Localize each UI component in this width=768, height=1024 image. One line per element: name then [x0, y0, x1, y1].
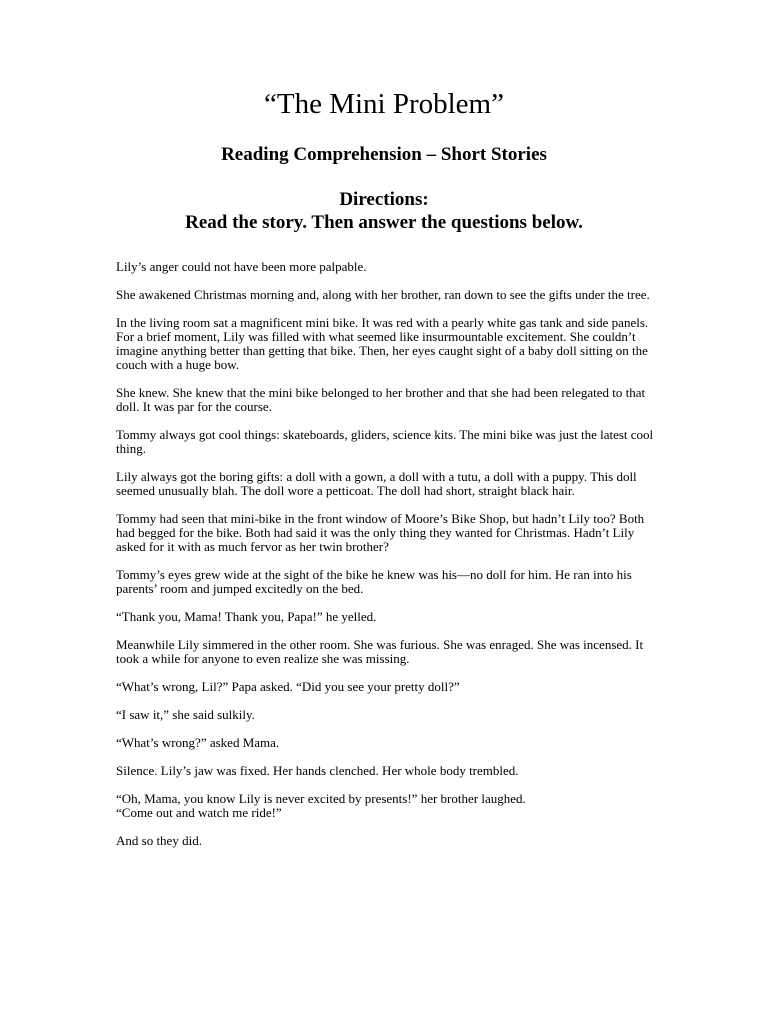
story-paragraph: Silence. Lily’s jaw was fixed. Her hands clenched. Her whole body trembled. [116, 763, 519, 778]
story-paragraph: Tommy’s eyes grew wide at the sight of the bike he knew was his—no doll for him. He ran into his parents’ room and jumped excitedly on the bed. [116, 567, 632, 596]
directions-text: Read the story. Then answer the questions below. [185, 212, 583, 233]
story-paragraph: “I saw it,” she said sulkily. [116, 707, 255, 722]
directions-heading: Directions: [339, 189, 429, 210]
story-paragraph: Lily’s anger could not have been more palpable. [116, 259, 367, 274]
story-paragraph: Tommy had seen that mini-bike in the front window of Moore’s Bike Shop, but hadn’t Lily too? Both had begged for the bike. Both had said it was the only thing they wanted for Christmas. Hadn’t Lily asked for it with as much fervor as her twin brother? [116, 511, 645, 554]
story-paragraph: She knew. She knew that the mini bike belonged to her brother and that she had been relegated to that doll. It was par for the course. [116, 385, 646, 414]
story-subtitle: Reading Comprehension – Short Stories [221, 144, 547, 165]
story-paragraph: “Come out and watch me ride!” [116, 805, 282, 820]
story-paragraph: She awakened Christmas morning and, along with her brother, ran down to see the gifts under the tree. [116, 287, 650, 302]
directions-block [0, 188, 768, 234]
story-paragraph: Lily always got the boring gifts: a doll with a gown, a doll with a tutu, a doll with a puppy. This doll seemed unusually blah. The doll wore a petticoat. The doll had short, straight black hair. [116, 469, 637, 498]
story-paragraph: In the living room sat a magnificent mini bike. It was red with a pearly white gas tank and side panels. For a brief moment, Lily was filled with what seemed like insurmountable excitement. She couldn’t imagine anything better than getting that bike. Then, her eyes caught sight of a baby doll sitting on the couch with a huge bow. [116, 315, 649, 372]
story-body [116, 260, 656, 862]
story-paragraph: “What’s wrong?” asked Mama. [116, 735, 280, 750]
story-paragraph: Meanwhile Lily simmered in the other room. She was furious. She was enraged. She was incensed. It took a while for anyone to even realize she was missing. [116, 637, 644, 666]
story-paragraph: And so they did. [116, 833, 202, 848]
story-paragraph: Tommy always got cool things: skateboards, gliders, science kits. The mini bike was just the latest cool thing. [116, 427, 654, 456]
story-paragraph: “What’s wrong, Lil?” Papa asked. “Did you see your pretty doll?” [116, 679, 460, 694]
story-title: “The Mini Problem” [263, 88, 504, 120]
story-paragraph: “Thank you, Mama! Thank you, Papa!” he yelled. [116, 609, 377, 624]
story-paragraph: “Oh, Mama, you know Lily is never excited by presents!” her brother laughed. [116, 791, 526, 806]
